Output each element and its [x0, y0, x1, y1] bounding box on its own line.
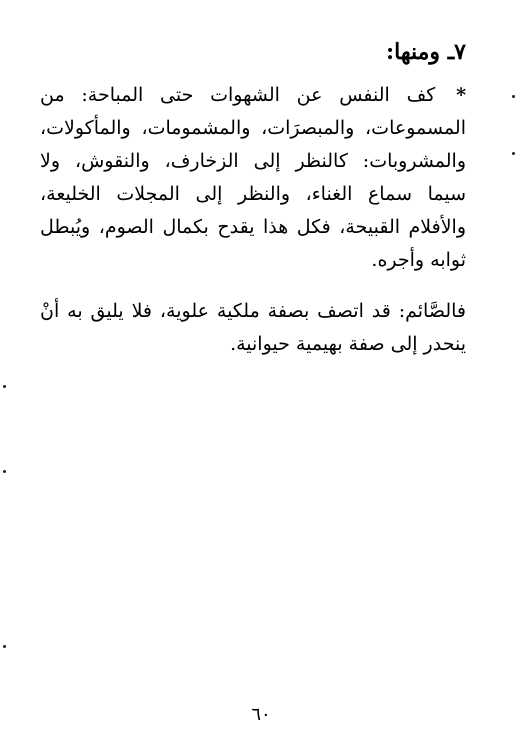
- scan-margin-mark: [3, 385, 6, 388]
- paragraph-text: فالصَّائم: قد اتصف بصفة ملكية علوية، فلا يليق به أنْ ينحدر إلى صفة بهيمية حيوانية.: [40, 300, 466, 355]
- scan-margin-mark: [512, 95, 515, 98]
- paragraph-fasting-virtue: [40, 295, 466, 361]
- text-body: [40, 36, 466, 379]
- scan-margin-mark: [512, 152, 515, 155]
- section-heading: ٧ـ ومنها:: [386, 39, 466, 65]
- scan-margin-mark: [3, 470, 6, 473]
- bullet-asterisk-icon: *: [456, 84, 466, 106]
- paragraph-text: كف النفس عن الشهوات حتى المباحة: من المسموعات، والمبصرَات، والمشمومات، والمأكولات، والمشروبات: كالنظر إلى الزخارف، والنقوش، ولا سيما سماع الغناء، والنظر إلى المجلات الخليعة، والأفلام القبيحة، فكل هذا يقدح بكمال الصوم، ويُبطل ثوابه وأجره.: [40, 84, 466, 271]
- paragraph-fasting-conduct: [40, 79, 466, 277]
- scan-margin-mark: [3, 645, 6, 648]
- page-number: ٦٠: [251, 704, 271, 725]
